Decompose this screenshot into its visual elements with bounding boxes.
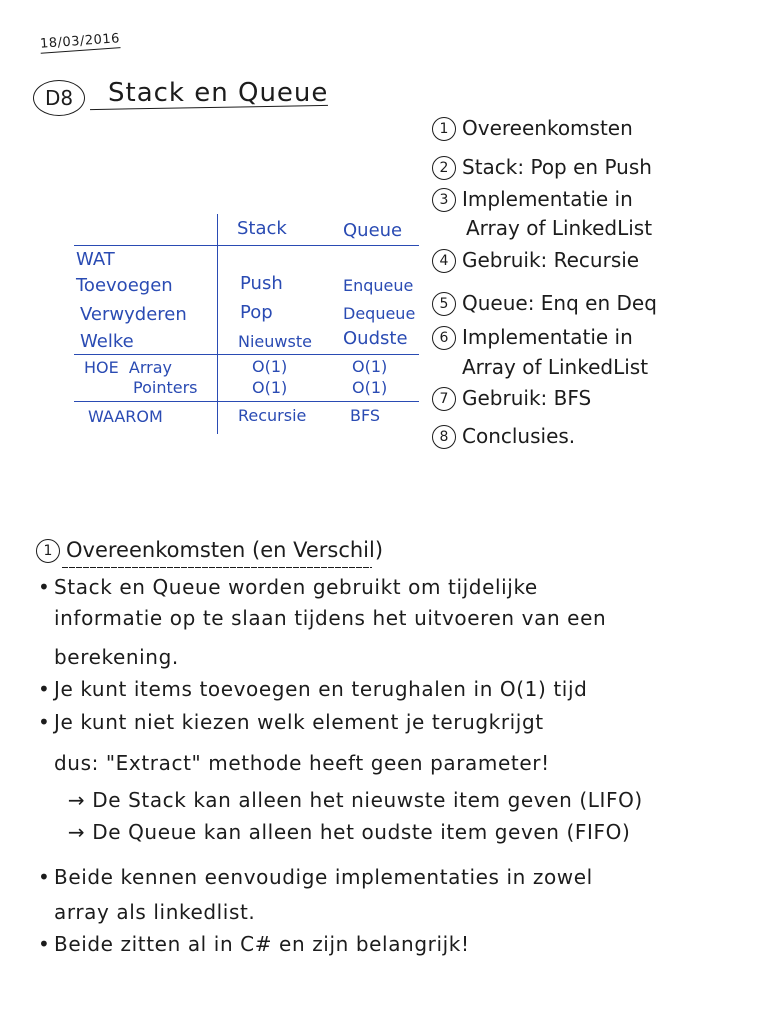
page-title: Stack en Queue xyxy=(108,78,329,108)
outline-number: 4 xyxy=(432,249,456,273)
body-line: berekening. xyxy=(54,645,179,669)
outline-item xyxy=(432,386,591,411)
body-line: → De Stack kan alleen het nieuwste item geven (LIFO) xyxy=(54,788,643,812)
table-header-stack: Stack xyxy=(237,218,287,239)
outline-item xyxy=(432,155,652,180)
outline-number: 3 xyxy=(432,188,456,212)
table-divider-waarom xyxy=(74,401,419,402)
table-cell-queue: BFS xyxy=(350,406,381,425)
body-line: informatie op te slaan tijdens het uitvoeren van een xyxy=(54,606,607,630)
outline-number: 5 xyxy=(432,292,456,316)
body-line: array als linkedlist. xyxy=(54,900,256,924)
bullet: • xyxy=(38,710,50,734)
outline-text: Overeenkomsten xyxy=(462,116,633,140)
outline-item xyxy=(432,248,639,273)
outline-text: Conclusies. xyxy=(462,424,576,448)
table-row-label: Pointers xyxy=(133,378,198,397)
table-cell-stack: O(1) xyxy=(252,378,288,397)
table-row-label: Verwyderen xyxy=(80,304,187,325)
table-cell-queue: Oudste xyxy=(343,328,408,349)
body-line: Stack en Queue worden gebruikt om tijdelijke xyxy=(54,575,538,599)
section-number: 1 xyxy=(36,539,60,563)
outline-number: 8 xyxy=(432,425,456,449)
outline-text: Implementatie in xyxy=(462,325,633,349)
table-cell-stack: Push xyxy=(240,273,283,294)
table-row-label: HOE Array xyxy=(84,358,172,377)
outline-item xyxy=(432,325,633,350)
body-line: Je kunt niet kiezen welk element je terugkrijgt xyxy=(54,710,544,734)
table-row-label: WAT xyxy=(76,249,115,270)
section-title-underline xyxy=(62,567,372,568)
outline-continuation: Array of LinkedList xyxy=(462,355,649,379)
outline-text: Gebruik: Recursie xyxy=(462,248,640,272)
outline-item xyxy=(432,187,633,212)
outline-number: 7 xyxy=(432,387,456,411)
bullet: • xyxy=(38,932,50,956)
body-line: → De Queue kan alleen het oudste item geven (FIFO) xyxy=(54,820,631,844)
table-cell-queue: Enqueue xyxy=(343,276,414,295)
outline-item xyxy=(432,291,657,316)
outline-text: Stack: Pop en Push xyxy=(462,155,652,179)
body-line: Beide kennen eenvoudige implementaties in zowel xyxy=(54,865,593,889)
table-cell-stack: Recursie xyxy=(238,406,307,425)
table-cell-stack: Nieuwste xyxy=(238,332,312,351)
date: 18/03/2016 xyxy=(39,31,121,52)
bullet: • xyxy=(38,677,50,701)
outline-number: 1 xyxy=(432,117,456,141)
table-cell-queue: Dequeue xyxy=(343,304,416,323)
table-row-label: Welke xyxy=(80,331,134,352)
body-line: dus: "Extract" methode heeft geen parameter! xyxy=(54,751,550,775)
outline-text: Implementatie in xyxy=(462,187,633,211)
table-cell-stack: O(1) xyxy=(252,357,288,376)
outline-item xyxy=(432,424,575,449)
table-header-queue: Queue xyxy=(343,220,403,241)
table-cell-queue: O(1) xyxy=(352,357,388,376)
section-title xyxy=(36,538,383,563)
outline-item xyxy=(432,116,633,141)
bullet: • xyxy=(38,865,50,889)
section-title-text: Overeenkomsten (en Verschil) xyxy=(66,538,384,562)
outline-continuation: Array of LinkedList xyxy=(466,216,653,240)
table-cell-queue: O(1) xyxy=(352,378,388,397)
table-row-label: WAAROM xyxy=(88,407,163,426)
lesson-code: D8 xyxy=(33,80,85,116)
outline-number: 2 xyxy=(432,156,456,180)
body-line: Beide zitten al in C# en zijn belangrijk! xyxy=(54,932,470,956)
bullet: • xyxy=(38,575,50,599)
table-row-label: Toevoegen xyxy=(76,275,173,296)
outline-text: Queue: Enq en Deq xyxy=(462,291,657,315)
outline-number: 6 xyxy=(432,326,456,350)
table-divider-hoe xyxy=(74,354,419,355)
table-cell-stack: Pop xyxy=(240,302,273,323)
outline-text: Gebruik: BFS xyxy=(462,386,592,410)
body-line: Je kunt items toevoegen en terughalen in O(1) tijd xyxy=(54,677,588,701)
table-divider-header xyxy=(74,245,419,246)
